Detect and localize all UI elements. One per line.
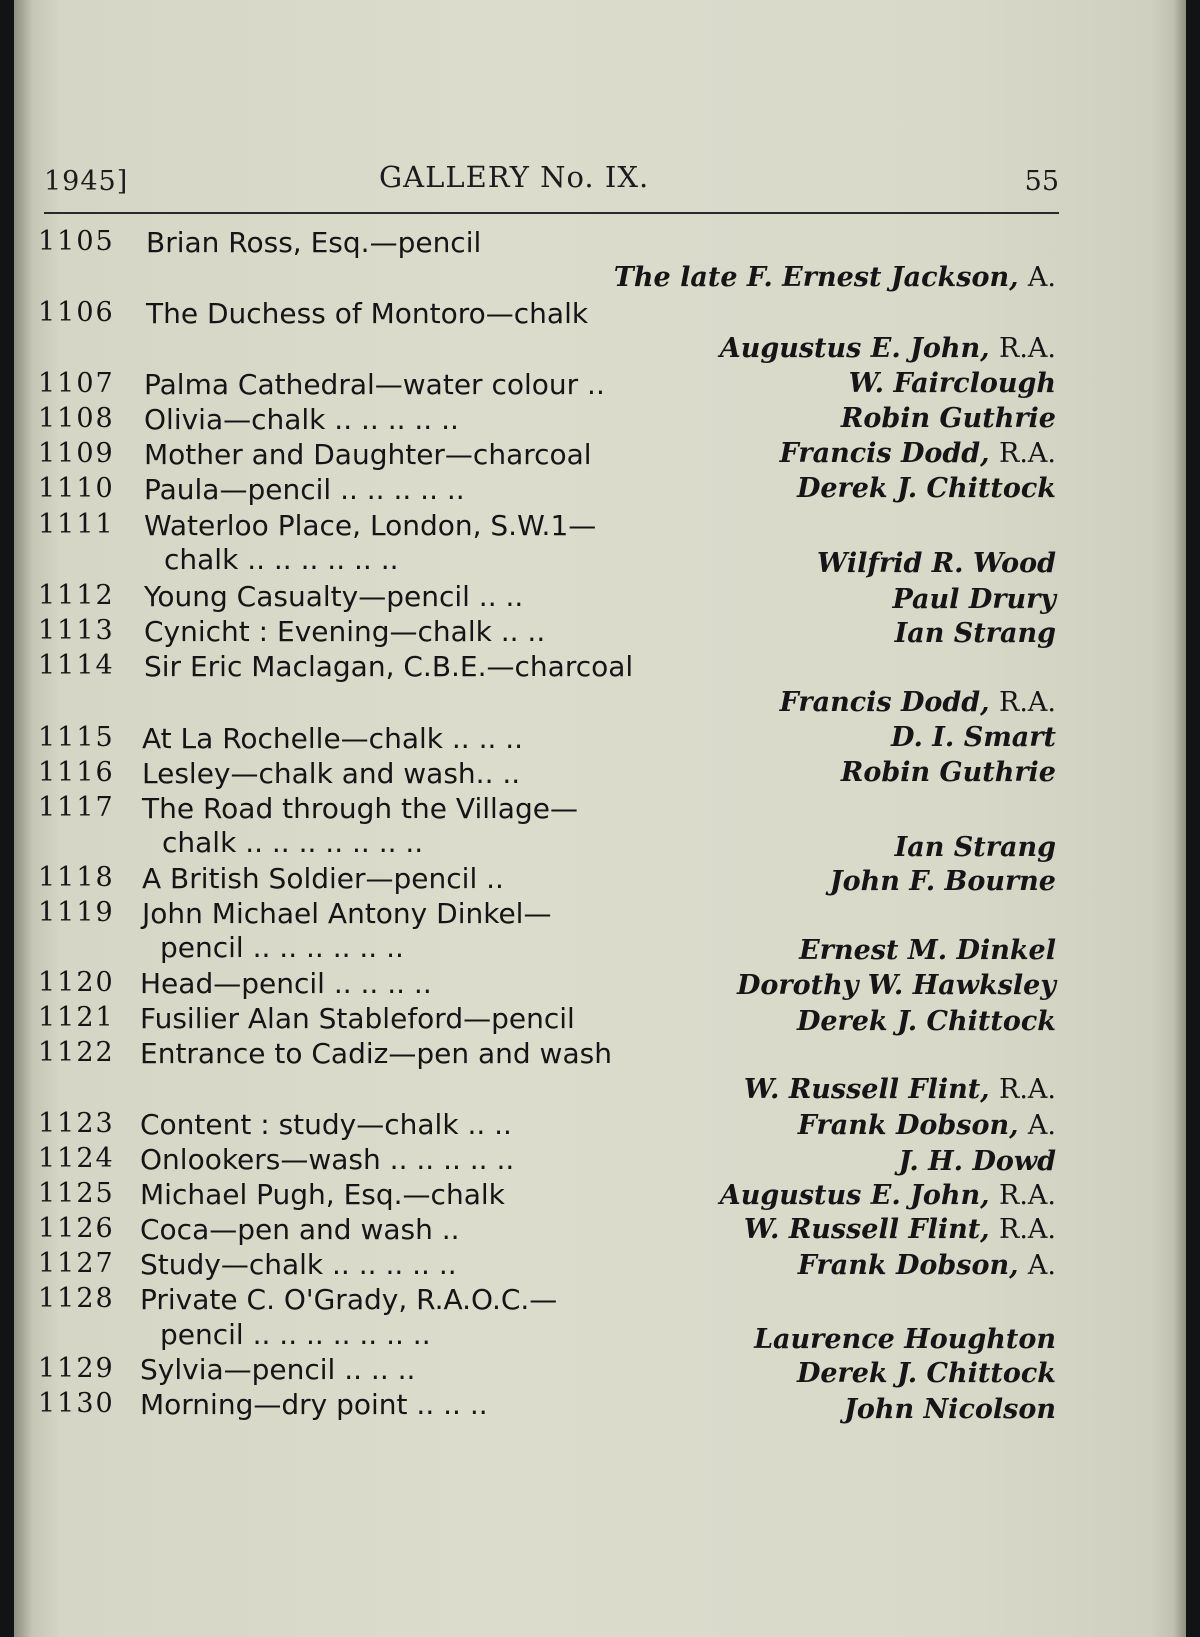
entry-title: Young Casualty—pencil .. .. bbox=[144, 580, 524, 613]
entry-title: Lesley—chalk and wash.. .. bbox=[142, 757, 521, 790]
entry-title: Entrance to Cadiz—pen and wash bbox=[140, 1037, 612, 1070]
entry-number: 1108 bbox=[38, 403, 115, 434]
entry-title: Olivia—chalk .. .. .. .. .. bbox=[144, 403, 459, 436]
entry-artist: John F. Bourne bbox=[829, 866, 1056, 897]
page-number: 55 bbox=[1024, 166, 1059, 197]
entry-number: 1121 bbox=[38, 1002, 115, 1033]
entry-title: Sylvia—pencil .. .. .. bbox=[140, 1353, 416, 1386]
entry-artist: Ernest M. Dinkel bbox=[799, 935, 1056, 966]
entry-number: 1111 bbox=[38, 509, 115, 540]
entry-number: 1122 bbox=[38, 1037, 115, 1068]
entry-number: 1125 bbox=[38, 1178, 115, 1209]
entry-title: Fusilier Alan Stableford—pencil bbox=[140, 1002, 575, 1035]
entry-title: Coca—pen and wash .. bbox=[140, 1213, 460, 1246]
entry-title-continued: pencil .. .. .. .. .. .. .. bbox=[160, 1318, 431, 1351]
entry-number: 1128 bbox=[38, 1283, 115, 1314]
entry-number: 1113 bbox=[38, 615, 115, 646]
entry-title: Study—chalk .. .. .. .. .. bbox=[140, 1248, 457, 1281]
entry-title: The Road through the Village— bbox=[142, 792, 578, 825]
entry-number: 1124 bbox=[38, 1143, 115, 1174]
entry-artist: Derek J. Chittock bbox=[796, 1006, 1056, 1037]
entry-title: Mother and Daughter—charcoal bbox=[144, 438, 592, 471]
entry-title: Content : study—chalk .. .. bbox=[140, 1108, 512, 1141]
entry-artist: Francis Dodd, R.A. bbox=[779, 687, 1056, 718]
entry-number: 1120 bbox=[38, 967, 115, 998]
entry-number: 1114 bbox=[38, 650, 115, 681]
entry-artist: D. I. Smart bbox=[891, 722, 1056, 753]
entry-title: Head—pencil .. .. .. .. bbox=[140, 967, 432, 1000]
entry-title: A British Soldier—pencil .. bbox=[142, 862, 504, 895]
header-year: 1945] bbox=[44, 166, 129, 197]
entry-number: 1126 bbox=[38, 1213, 115, 1244]
entry-title: Morning—dry point .. .. .. bbox=[140, 1388, 488, 1421]
entry-title: Cynicht : Evening—chalk .. .. bbox=[144, 615, 546, 648]
entry-title: Onlookers—wash .. .. .. .. .. bbox=[140, 1143, 515, 1176]
entry-title-continued: chalk .. .. .. .. .. .. bbox=[164, 543, 399, 576]
entry-title: Waterloo Place, London, S.W.1— bbox=[144, 509, 597, 542]
catalogue-entries bbox=[14, 0, 1186, 1637]
entry-number: 1105 bbox=[38, 226, 115, 257]
entry-artist: Francis Dodd, R.A. bbox=[779, 438, 1056, 469]
entry-artist: Wilfrid R. Wood bbox=[817, 548, 1056, 579]
entry-artist: J. H. Dowd bbox=[898, 1146, 1056, 1177]
entry-number: 1117 bbox=[38, 792, 115, 823]
entry-artist: Frank Dobson, A. bbox=[797, 1250, 1056, 1281]
entry-number: 1123 bbox=[38, 1108, 115, 1139]
entry-artist: W. Russell Flint, R.A. bbox=[743, 1214, 1056, 1245]
entry-number: 1130 bbox=[38, 1388, 115, 1419]
entry-artist: W. Fairclough bbox=[848, 368, 1056, 399]
entry-title: Private C. O'Grady, R.A.O.C.— bbox=[140, 1283, 558, 1316]
entry-number: 1129 bbox=[38, 1353, 115, 1384]
entry-number: 1119 bbox=[38, 897, 115, 928]
catalogue-page bbox=[14, 0, 1186, 1637]
entry-number: 1110 bbox=[38, 473, 115, 504]
entry-number: 1115 bbox=[38, 722, 115, 753]
entry-artist: Robin Guthrie bbox=[840, 757, 1056, 788]
entry-number: 1116 bbox=[38, 757, 115, 788]
entry-artist: John Nicolson bbox=[844, 1394, 1056, 1425]
entry-title-continued: pencil .. .. .. .. .. .. bbox=[160, 931, 404, 964]
entry-artist: The late F. Ernest Jackson, A. bbox=[613, 262, 1056, 293]
entry-artist: Paul Drury bbox=[892, 584, 1056, 615]
entry-title: Michael Pugh, Esq.—chalk bbox=[140, 1178, 505, 1211]
entry-title: The Duchess of Montoro—chalk bbox=[146, 297, 589, 330]
entry-artist: Laurence Houghton bbox=[754, 1324, 1056, 1355]
entry-number: 1109 bbox=[38, 438, 115, 469]
entry-artist: Augustus E. John, R.A. bbox=[719, 1180, 1056, 1211]
entry-title: John Michael Antony Dinkel— bbox=[142, 897, 552, 930]
entry-title: Sir Eric Maclagan, C.B.E.—charcoal bbox=[144, 650, 634, 683]
entry-title-continued: chalk .. .. .. .. .. .. .. bbox=[162, 826, 424, 859]
entry-artist: Derek J. Chittock bbox=[796, 473, 1056, 504]
header-title: GALLERY No. IX. bbox=[379, 160, 650, 194]
entry-number: 1118 bbox=[38, 862, 115, 893]
entry-number: 1112 bbox=[38, 580, 115, 611]
entry-artist: Ian Strang bbox=[894, 618, 1056, 649]
entry-title: Brian Ross, Esq.—pencil bbox=[146, 226, 482, 259]
entry-artist: Frank Dobson, A. bbox=[797, 1110, 1056, 1141]
entry-artist: Robin Guthrie bbox=[840, 403, 1056, 434]
entry-number: 1106 bbox=[38, 297, 115, 328]
entry-title: At La Rochelle—chalk .. .. .. bbox=[142, 722, 524, 755]
entry-artist: Derek J. Chittock bbox=[796, 1358, 1056, 1389]
entry-number: 1107 bbox=[38, 368, 115, 399]
entry-title: Paula—pencil .. .. .. .. .. bbox=[144, 473, 465, 506]
entry-artist: Augustus E. John, R.A. bbox=[719, 333, 1056, 364]
entry-artist: W. Russell Flint, R.A. bbox=[743, 1074, 1056, 1105]
entry-artist: Ian Strang bbox=[894, 832, 1056, 863]
entry-artist: Dorothy W. Hawksley bbox=[736, 970, 1056, 1001]
entry-number: 1127 bbox=[38, 1248, 115, 1279]
entry-title: Palma Cathedral—water colour .. bbox=[144, 368, 605, 401]
